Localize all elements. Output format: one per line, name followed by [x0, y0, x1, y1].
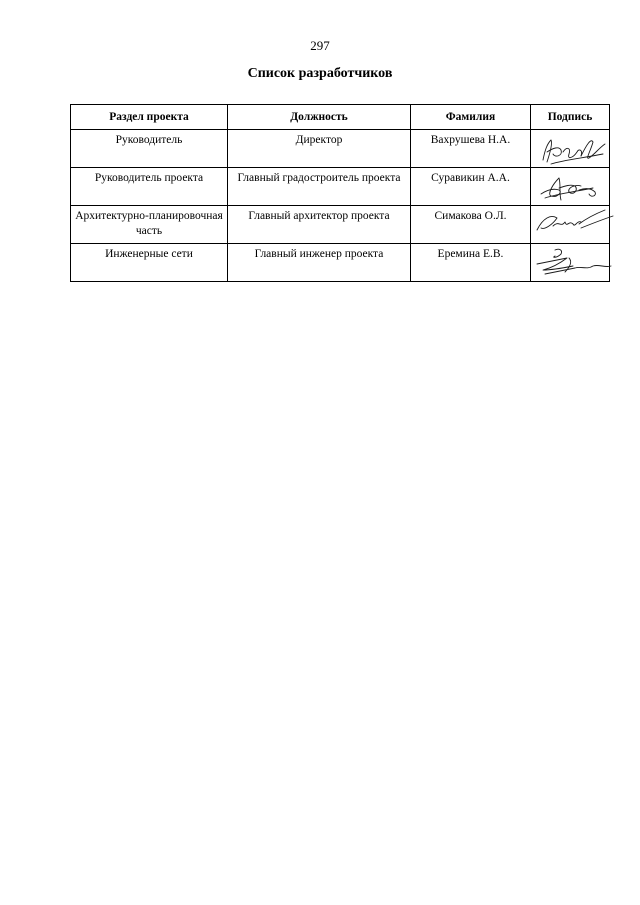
page-title: Список разработчиков: [247, 66, 393, 81]
table-row: [71, 244, 610, 282]
table-row: [71, 130, 610, 168]
cell-section: Инженерные сети: [71, 244, 228, 282]
table-row: [71, 206, 610, 244]
cell-section: Руководитель: [71, 130, 228, 168]
cell-signature: [531, 130, 610, 168]
developers-table: [70, 104, 610, 282]
cell-position: Главный градостроитель проекта: [228, 168, 411, 206]
cell-position: Главный архитектор проекта: [228, 206, 411, 244]
signature-image: [533, 206, 617, 244]
table-header-row: [71, 105, 610, 130]
cell-position: Директор: [228, 130, 411, 168]
header-position: Должность: [228, 105, 411, 130]
cell-surname: Суравикин А.А.: [411, 168, 531, 206]
page-number: 297: [310, 38, 330, 53]
cell-position: Главный инженер проекта: [228, 244, 411, 282]
signature-image: [533, 244, 617, 282]
header-surname: Фамилия: [411, 105, 531, 130]
table-row: [71, 168, 610, 206]
signature-image: [533, 130, 617, 168]
cell-surname: Еремина Е.В.: [411, 244, 531, 282]
header-section: Раздел проекта: [71, 105, 228, 130]
header-signature: Подпись: [531, 105, 610, 130]
signature-image: [533, 168, 617, 206]
cell-signature: [531, 206, 610, 244]
cell-surname: Вахрушева Н.А.: [411, 130, 531, 168]
cell-signature: [531, 244, 610, 282]
cell-section: Архитектурно-планировочная часть: [71, 206, 228, 244]
cell-section: Руководитель проекта: [71, 168, 228, 206]
cell-signature: [531, 168, 610, 206]
cell-surname: Симакова О.Л.: [411, 206, 531, 244]
